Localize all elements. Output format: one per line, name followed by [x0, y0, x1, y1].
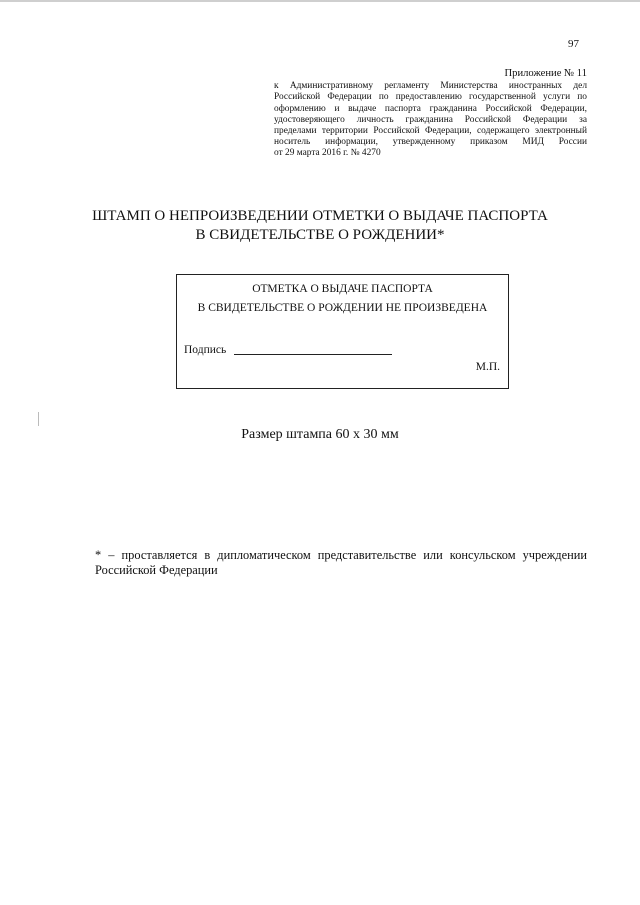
document-title-line1: ШТАМП О НЕПРОИЗВЕДЕНИИ ОТМЕТКИ О ВЫДАЧЕ ПАСПОРТА — [92, 208, 548, 224]
appendix-line: пределами территории Российской Федерации, содержащего электронный — [274, 126, 587, 137]
footnote-line1: * – проставляется в дипломатическом представительстве или консульском учреждении — [95, 548, 587, 562]
appendix-line: носитель информации, утвержденному приказом МИД России — [274, 137, 587, 148]
stamp-text-line1: ОТМЕТКА О ВЫДАЧЕ ПАСПОРТА — [252, 283, 433, 295]
seal-label: М.П. — [475, 361, 500, 373]
footnote — [95, 548, 587, 578]
stamp-size-note: Размер штампа 60 х 30 мм — [241, 427, 399, 442]
stamp-text-line2: В СВИДЕТЕЛЬСТВЕ О РОЖДЕНИИ НЕ ПРОИЗВЕДЕНА — [197, 302, 488, 314]
appendix-line: Российской Федерации по предоставлению государственной услуги по — [274, 92, 587, 103]
appendix-line: удостоверяющего личность гражданина Российской Федерации за — [274, 114, 587, 125]
appendix-block — [274, 68, 587, 160]
appendix-line: к Административному регламенту Министерства иностранных дел — [274, 81, 587, 92]
footnote-line2: Российской Федерации — [95, 563, 218, 577]
signature-label: Подпись — [184, 344, 227, 356]
page-number: 97 — [568, 38, 579, 50]
appendix-line: оформлению и выдаче паспорта гражданина Российской Федерации, — [274, 103, 587, 114]
signature-line — [234, 354, 392, 355]
scan-edge — [0, 0, 640, 2]
appendix-title: Приложение № 11 — [504, 68, 587, 79]
stamp-box — [176, 274, 509, 389]
appendix-line: от 29 марта 2016 г. № 4270 — [274, 148, 381, 159]
document-title — [60, 207, 580, 245]
scan-mark — [38, 412, 39, 426]
document-title-line2: В СВИДЕТЕЛЬСТВЕ О РОЖДЕНИИ* — [195, 227, 445, 243]
